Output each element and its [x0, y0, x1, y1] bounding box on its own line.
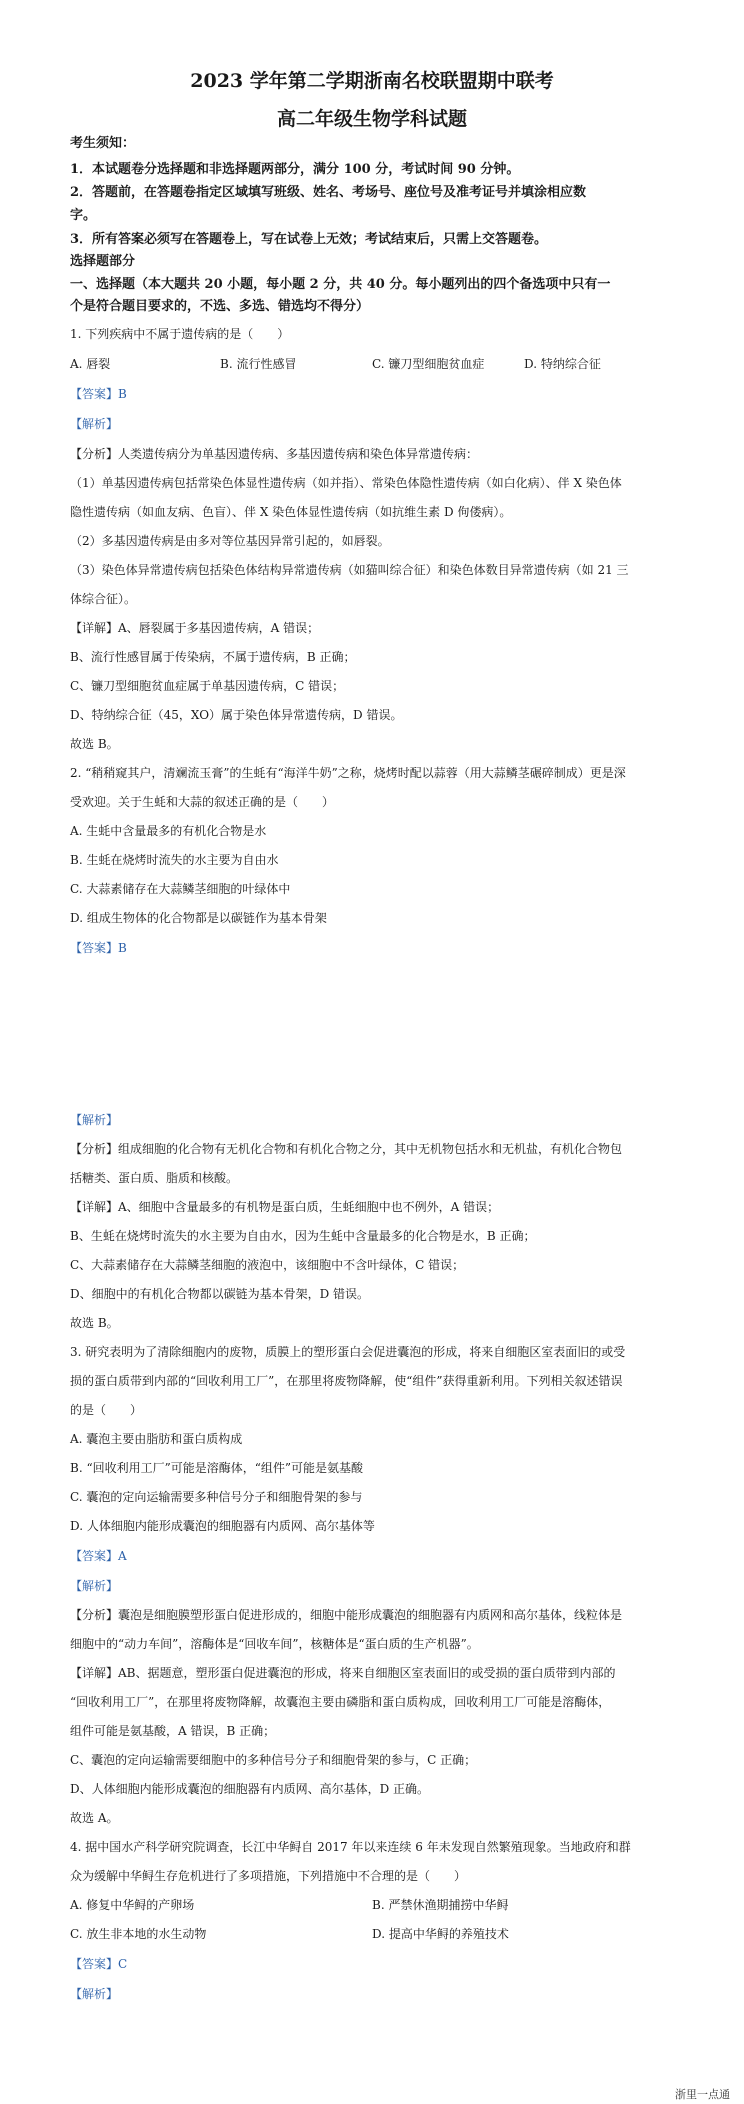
q3-analysis-line: 细胞中的“动力车间”，溶酶体是“回收车间”，核糖体是“蛋白质的生产机器”。: [70, 1637, 479, 1651]
q3-detail-line: 【详解】AB、据题意，塑形蛋白促进囊泡的形成，将来自细胞区室表面旧的或受损的蛋白质带到内部的: [70, 1666, 616, 1680]
q3-detail-line: C、囊泡的定向运输需要细胞中的多种信号分子和细胞骨架的参与，C 正确；: [70, 1753, 477, 1767]
q3-analysis-tag: 【解析】: [70, 1579, 119, 1593]
question-2-stem: 2. “稍稍窥其户，清斓流玉膏”的生蚝有“海洋牛奶”之称，烧烤时配以蒜蓉（用大蒜鳞茎碾碎制成）更是深: [70, 766, 626, 780]
q3-option-b: B. “回收利用工厂”可能是溶酶体，“组件”可能是氨基酸: [70, 1461, 363, 1475]
question-3-stem: 损的蛋白质带到内部的“回收利用工厂”，在那里将废物降解，使“组件”获得重新利用。下列相关叙述错误: [70, 1374, 623, 1388]
q3-detail-line: “回收利用工厂”，在那里将废物降解，故囊泡主要由磷脂和蛋白质构成，回收利用工厂可能是溶酶体，: [70, 1695, 611, 1709]
q2-conclusion: 故选 B。: [70, 1316, 119, 1330]
q1-analysis-line: （2）多基因遗传病是由多对等位基因异常引起的，如唇裂。: [70, 534, 390, 548]
question-3-stem: 3. 研究表明为了清除细胞内的废物，质膜上的塑形蛋白会促进囊泡的形成，将来自细胞区室表面旧的或受: [70, 1345, 626, 1359]
notice-item: 2．答题前，在答题卷指定区域填写班级、姓名、考场号、座位号及准考证号并填涂相应数: [70, 185, 587, 200]
q1-option-b: B. 流行性感冒: [220, 357, 297, 371]
q3-analysis-line: 【分析】囊泡是细胞膜塑形蛋白促进形成的，细胞中能形成囊泡的细胞器有内质网和高尔基体，线粒体是: [70, 1608, 623, 1622]
q3-conclusion: 故选 A。: [70, 1811, 119, 1825]
q3-option-c: C. 囊泡的定向运输需要多种信号分子和细胞骨架的参与: [70, 1490, 363, 1504]
page-title: 2023 学年第二学期浙南名校联盟期中联考: [190, 70, 554, 92]
q2-detail-line: D、细胞中的有机化合物都以碳链为基本骨架，D 错误。: [70, 1287, 370, 1301]
q3-option-a: A. 囊泡主要由脂肪和蛋白质构成: [70, 1432, 243, 1446]
q2-option-c: C. 大蒜素储存在大蒜鳞茎细胞的叶绿体中: [70, 882, 291, 896]
q2-analysis-line: 【分析】组成细胞的化合物有无机化合物和有机化合物之分，其中无机物包括水和无机盐，有机化合物包: [70, 1142, 623, 1156]
q1-analysis-line: 隐性遗传病（如血友病、色盲）、伴 X 染色体显性遗传病（如抗维生素 D 佝偻病）。: [70, 505, 512, 519]
q1-option-c: C. 镰刀型细胞贫血症: [372, 357, 485, 371]
question-1-stem: 1. 下列疾病中不属于遗传病的是（ ）: [70, 327, 290, 341]
q2-detail-line: 【详解】A、细胞中含量最多的有机物是蛋白质，生蚝细胞中也不例外，A 错误；: [70, 1200, 500, 1214]
q1-option-d: D. 特纳综合征: [524, 357, 601, 371]
footer-watermark: 浙里一点通: [675, 2088, 730, 2101]
q1-detail-line: B、流行性感冒属于传染病，不属于遗传病，B 正确；: [70, 650, 356, 664]
notice-item: 字。: [70, 208, 97, 223]
q3-detail-line: 组件可能是氨基酸，A 错误，B 正确；: [70, 1724, 276, 1738]
section-heading-line2: 个是符合题目要求的，不选、多选、错选均不得分）: [70, 299, 370, 314]
q2-analysis-line: 括糖类、蛋白质、脂质和核酸。: [70, 1171, 239, 1185]
q1-analysis-line: 【分析】人类遗传病分为单基因遗传病、多基因遗传病和染色体异常遗传病：: [70, 447, 479, 461]
q1-detail-line: C、镰刀型细胞贫血症属于单基因遗传病，C 错误；: [70, 679, 345, 693]
q1-analysis-line: （1）单基因遗传病包括常染色体显性遗传病（如并指）、常染色体隐性遗传病（如白化病）、伴 X 染色体: [70, 476, 622, 490]
q3-detail-line: D、人体细胞内能形成囊泡的细胞器有内质网、高尔基体，D 正确。: [70, 1782, 430, 1796]
question-4-stem: 4. 据中国水产科学研究院调查，长江中华鲟自 2017 年以来连续 6 年未发现自然繁殖现象。当地政府和群: [70, 1840, 631, 1854]
q1-answer: 【答案】B: [70, 387, 127, 401]
q1-conclusion: 故选 B。: [70, 737, 119, 751]
q1-analysis-line: （3）染色体异常遗传病包括染色体结构异常遗传病（如猫叫综合征）和染色体数目异常遗传病（如 21 三: [70, 563, 629, 577]
notice-item: 1．本试题卷分选择题和非选择题两部分，满分 100 分，考试时间 90 分钟。: [70, 162, 520, 177]
section-heading-line1: 一、选择题（本大题共 20 小题，每小题 2 分，共 40 分。每小题列出的四个备选项中只有一: [70, 277, 611, 292]
q2-option-d: D. 组成生物体的化合物都是以碳链作为基本骨架: [70, 911, 327, 925]
q4-answer: 【答案】C: [70, 1957, 128, 1971]
q1-analysis-tag: 【解析】: [70, 417, 119, 431]
question-2-stem: 受欢迎。关于生蚝和大蒜的叙述正确的是（ ）: [70, 795, 335, 809]
notice-heading: 考生须知：: [70, 136, 136, 151]
q1-option-a: A. 唇裂: [70, 357, 111, 371]
q2-option-b: B. 生蚝在烧烤时流失的水主要为自由水: [70, 853, 279, 867]
q2-answer: 【答案】B: [70, 941, 127, 955]
q4-option-a: A. 修复中华鲟的产卵场: [70, 1898, 195, 1912]
part-heading: 选择题部分: [70, 254, 136, 269]
q4-option-c: C. 放生非本地的水生动物: [70, 1927, 207, 1941]
q4-analysis-tag: 【解析】: [70, 1987, 119, 2001]
q1-detail-line: D、特纳综合征（45，XO）属于染色体异常遗传病，D 错误。: [70, 708, 403, 722]
q3-answer: 【答案】A: [70, 1549, 127, 1563]
question-4-stem: 众为缓解中华鲟生存危机进行了多项措施，下列措施中不合理的是（ ）: [70, 1869, 467, 1883]
q1-detail-line: 【详解】A、唇裂属于多基因遗传病，A 错误；: [70, 621, 320, 635]
notice-item: 3．所有答案必须写在答题卷上，写在试卷上无效；考试结束后，只需上交答题卷。: [70, 232, 548, 247]
q2-detail-line: C、大蒜素储存在大蒜鳞茎细胞的液泡中，该细胞中不含叶绿体，C 错误；: [70, 1258, 465, 1272]
q2-analysis-tag: 【解析】: [70, 1113, 119, 1127]
q4-option-b: B. 严禁休渔期捕捞中华鲟: [372, 1898, 509, 1912]
page-subtitle: 高二年级生物学科试题: [276, 108, 467, 130]
question-3-stem: 的是（ ）: [70, 1403, 143, 1417]
q2-option-a: A. 生蚝中含量最多的有机化合物是水: [70, 824, 267, 838]
q4-option-d: D. 提高中华鲟的养殖技术: [372, 1927, 509, 1941]
q1-analysis-line: 体综合征）。: [70, 592, 137, 606]
q2-detail-line: B、生蚝在烧烤时流失的水主要为自由水，因为生蚝中含量最多的化合物是水，B 正确；: [70, 1229, 536, 1243]
q3-option-d: D. 人体细胞内能形成囊泡的细胞器有内质网、高尔基体等: [70, 1519, 375, 1533]
